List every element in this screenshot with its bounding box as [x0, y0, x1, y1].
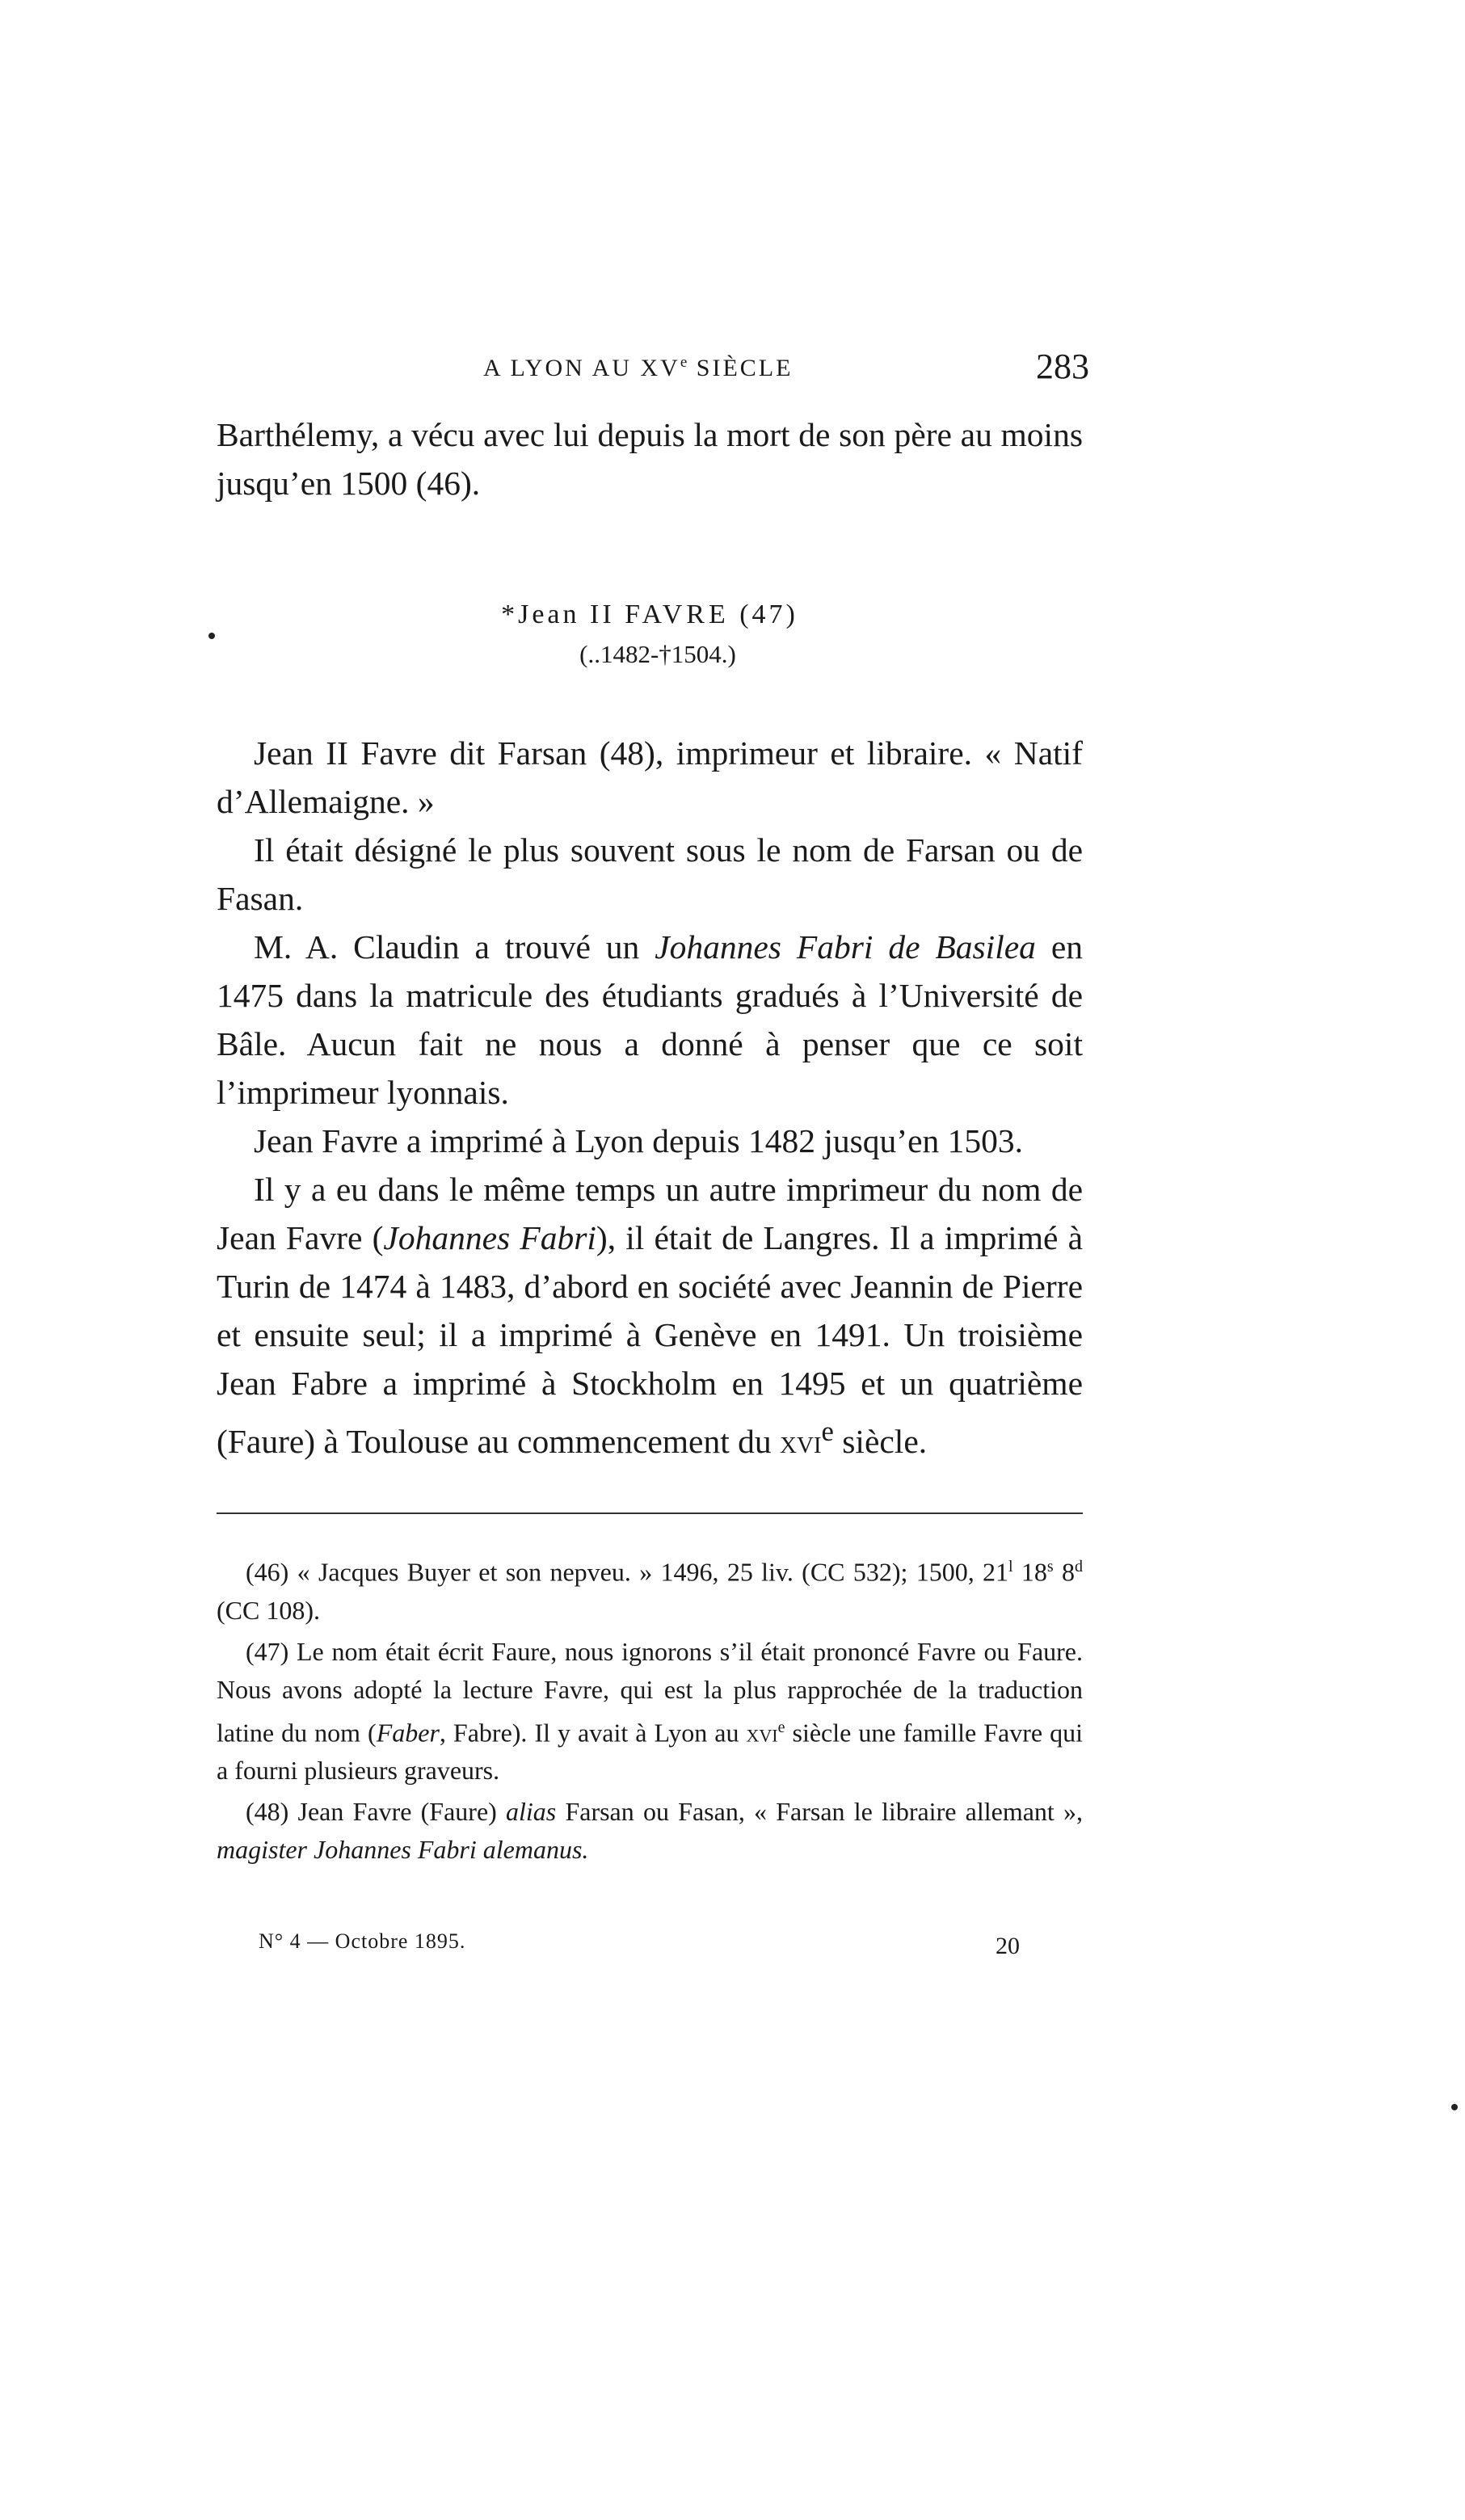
page-number: 283 — [1036, 347, 1089, 386]
paragraph-2: Il était désigné le plus souvent sous le nom de Farsan ou de Fasan. — [217, 831, 1083, 917]
footnote-46: (46) « Jacques Buyer et son nepveu. » 1496, 25 liv. (CC 532); 1500, 21$^l$ 18$^s$ 8$^d$ (CC 108). — [217, 1557, 1084, 1625]
paragraph-5: Il y a eu dans le même temps un autre imprimeur du nom de Jean Favre (Johannes Fabri), il était de Langres. Il a imprimé à Turin de 1474 à 1483, d’abord en société avec Jeannin de Pierre et ensuite seul; il a imprimé à Genève en 1491. Un troisième Jean Fabre a imprimé à Stockholm en 1495 et un quatrième (Faure) à Toulouse au commencement du xvi$^e$ siècle. — [217, 1171, 1083, 1460]
paragraph-4: Jean Favre a imprimé à Lyon depuis 1482 jusqu’en 1503. — [254, 1122, 1024, 1159]
main-text — [217, 729, 1083, 1466]
section-heading — [217, 595, 1083, 674]
paragraph-1: Jean II Favre dit Farsan (48), imprimeur et libraire. « Natif d’Allemaigne. » — [217, 734, 1083, 820]
continuation-paragraph — [217, 410, 1083, 507]
running-title: A LYON AU XVe SIÈCLE — [483, 354, 794, 381]
footnote-rule — [217, 1512, 1083, 1514]
footnotes — [217, 1548, 1083, 1872]
issue-line: N° 4 — Octobre 1895. — [259, 1929, 466, 1953]
footnote-48: (48) Jean Favre (Faure) alias Farsan ou Fasan, « Farsan le libraire allemant », magister Johannes Fabri alemanus. — [217, 1797, 1084, 1865]
section-title: *Jean II FAVRE (47) — [501, 599, 798, 629]
print-speck — [1451, 2104, 1458, 2110]
paragraph-3: M. A. Claudin a trouvé un Johannes Fabri de Basilea en 1475 dans la matricule des étudiants gradués à l’Université de Bâle. Aucun fait ne nous a donné à penser que ce soit l’imprimeur lyonnais. — [217, 928, 1083, 1111]
print-speck — [208, 633, 215, 639]
signature-mark: 20 — [996, 1933, 1020, 1959]
footnote-47: (47) Le nom était écrit Faure, nous ignorons s’il était prononcé Favre ou Faure. Nous avons adopté la lecture Favre, qui est la plus rapprochée de la traduction latine du nom (Faber, Fabre). Il y avait à Lyon au xvi$^e$ siècle une famille Favre qui a fourni plusieurs graveurs. — [217, 1636, 1084, 1786]
section-dates: (..1482-†1504.) — [579, 640, 736, 668]
running-head — [217, 343, 1089, 399]
continuation-text: Barthélemy, a vécu avec lui depuis la mort de son père au moins jusqu’en 1500 (46). — [217, 416, 1083, 502]
